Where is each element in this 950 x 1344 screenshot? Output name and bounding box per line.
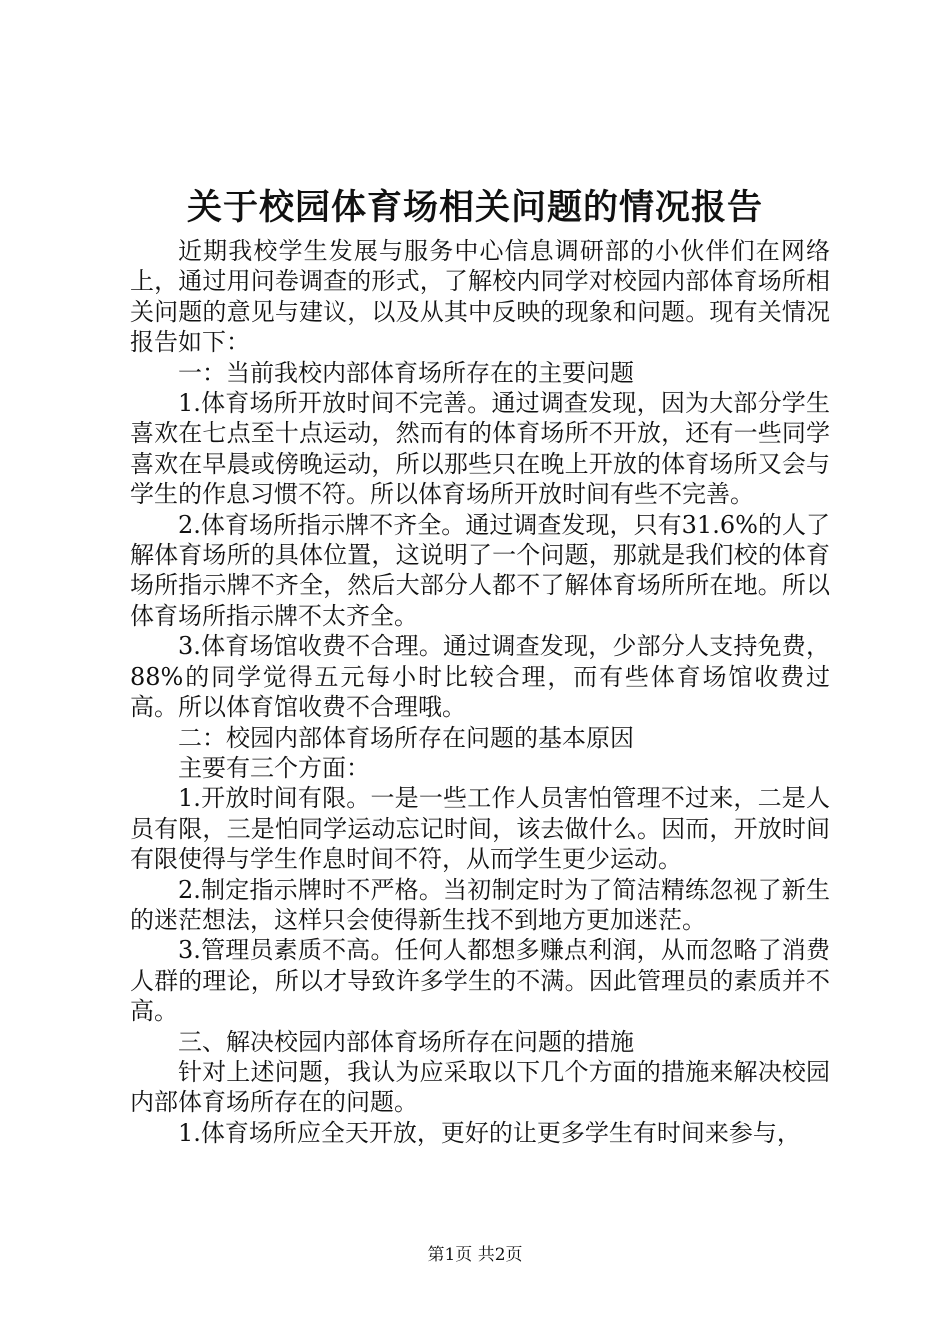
section-heading-2: 二：校园内部体育场所存在问题的基本原因 <box>178 723 634 752</box>
document-body <box>130 236 830 1148</box>
cause-1: 1.开放时间有限。一是一些工作人员害怕管理不过来，二是人员有限，三是怕同学运动忘记时间，该去做什么。因而，开放时间有限使得与学生作息时间不符，从而学生更少运动。 <box>130 784 830 874</box>
problem-3: 3.体育场馆收费不合理。通过调查发现，少部分人支持免费，88%的同学觉得五元每小时比较合理，而有些体育场馆收费过高。所以体育馆收费不合理哦。 <box>130 632 830 722</box>
cause-2: 2.制定指示牌时不严格。当初制定时为了简洁精练忽视了新生的迷茫想法，这样只会使得新生找不到地方更加迷茫。 <box>130 875 830 934</box>
intro-paragraph: 近期我校学生发展与服务中心信息调研部的小伙伴们在网络上，通过用问卷调查的形式，了解校内同学对校园内部体育场所相关问题的意见与建议，以及从其中反映的现象和问题。现有关情况报告如下： <box>130 237 830 357</box>
problem-1: 1.体育场所开放时间不完善。通过调查发现，因为大部分学生喜欢在七点至十点运动，然而有的体育场所不开放，还有一些同学喜欢在早晨或傍晚运动，所以那些只在晚上开放的体育场所又会与学生的作息习惯不符。所以体育场所开放时间有些不完善。 <box>130 389 830 509</box>
section-heading-1: 一：当前我校内部体育场所存在的主要问题 <box>178 358 634 387</box>
measure-1: 1.体育场所应全天开放，更好的让更多学生有时间来参与， <box>178 1118 801 1147</box>
problem-2: 2.体育场所指示牌不齐全。通过调查发现，只有31.6%的人了解体育场所的具体位置，这说明了一个问题，那就是我们校的体育场所指示牌不齐全，然后大部分人都不了解体育场所所在地。所以体育场所指示牌不太齐全。 <box>130 510 830 630</box>
cause-intro: 主要有三个方面： <box>178 753 370 782</box>
section-heading-3: 三、解决校园内部体育场所存在问题的措施 <box>178 1027 634 1056</box>
measures-intro: 针对上述问题，我认为应采取以下几个方面的措施来解决校园内部体育场所存在的问题。 <box>130 1057 830 1117</box>
page-footer: 第1页 共2页 <box>427 1245 523 1265</box>
cause-3: 3.管理员素质不高。任何人都想多赚点利润，从而忽略了消费人群的理论，所以才导致许多学生的不满。因此管理员的素质并不高。 <box>130 936 830 1026</box>
document-title: 关于校园体育场相关问题的情况报告 <box>186 187 763 228</box>
